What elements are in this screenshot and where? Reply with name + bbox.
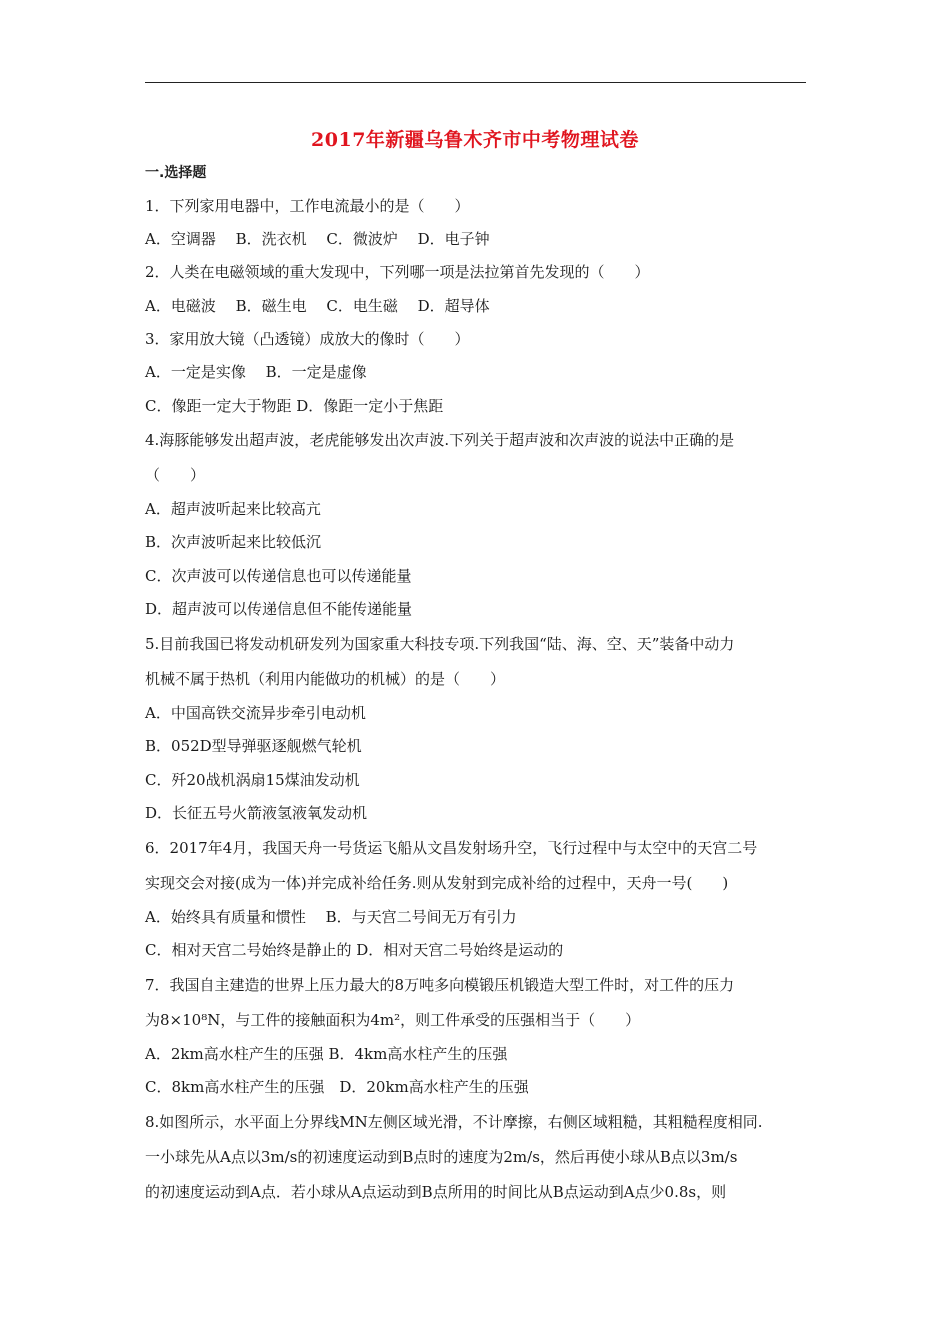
document-title: 2017年新疆乌鲁木齐市中考物理试卷	[311, 129, 639, 151]
question-6-options-ab: A．始终具有质量和惯性 B．与天宫二号间无万有引力	[145, 908, 517, 926]
question-7-cont: 为8×10⁸N，与工件的接触面积为4m²，则工件承受的压强相当于（ ）	[145, 1011, 641, 1029]
question-3: 3．家用放大镜（凸透镜）成放大的像时（ ）	[145, 330, 470, 348]
question-4-option-b: B．次声波听起来比较低沉	[145, 533, 322, 551]
question-2: 2．人类在电磁领域的重大发现中，下列哪一项是法拉第首先发现的（ ）	[145, 263, 650, 281]
header-rule	[145, 82, 806, 83]
question-2-options: A．电磁波 B．磁生电 C．电生磁 D．超导体	[145, 297, 490, 315]
question-1-options: A．空调器 B．洗衣机 C．微波炉 D．电子钟	[145, 230, 490, 248]
question-4-option-c: C．次声波可以传递信息也可以传递能量	[145, 567, 412, 585]
question-8-cont-2: 的初速度运动到A点．若小球从A点运动到B点所用的时间比从B点运动到A点少0.8s，则	[145, 1183, 727, 1201]
question-5-option-c: C．歼20战机涡扇15煤油发动机	[145, 771, 360, 789]
question-3-options-ab: A．一定是实像 B．一定是虚像	[145, 363, 367, 381]
question-4-paren: （ ）	[145, 466, 206, 484]
question-5-cont: 机械不属于热机（利用内能做功的机械）的是（ ）	[145, 670, 506, 688]
question-6-cont: 实现交会对接(成为一体)并完成补给任务.则从发射到完成补给的过程中，天舟一号( )	[145, 874, 729, 892]
question-5-option-a: A．中国高铁交流异步牵引电动机	[145, 704, 366, 722]
question-3-options-cd: C．像距一定大于物距 D．像距一定小于焦距	[145, 397, 444, 415]
question-8-cont-1: 一小球先从A点以3m/s的初速度运动到B点时的速度为2m/s，然后再使小球从B点以3m/s	[145, 1148, 738, 1166]
section-heading: 一.选择题	[145, 165, 207, 181]
question-6: 6．2017年4月，我国天舟一号货运飞船从文昌发射场升空，飞行过程中与太空中的天宫二号	[145, 839, 758, 857]
question-7-options-cd: C．8km高水柱产生的压强 D．20km高水柱产生的压强	[145, 1078, 529, 1096]
question-6-options-cd: C．相对天宫二号始终是静止的 D．相对天宫二号始终是运动的	[145, 941, 564, 959]
question-7: 7．我国自主建造的世界上压力最大的8万吨多向模锻压机锻造大型工件时，对工件的压力	[145, 976, 735, 994]
question-5-option-b: B．052D型导弹驱逐舰燃气轮机	[145, 737, 362, 755]
question-1: 1．下列家用电器中，工作电流最小的是（ ）	[145, 197, 470, 215]
question-4: 4.海豚能够发出超声波，老虎能够发出次声波.下列关于超声波和次声波的说法中正确的是	[145, 431, 735, 449]
question-5-option-d: D．长征五号火箭液氢液氧发动机	[145, 804, 368, 822]
question-5: 5.目前我国已将发动机研发列为国家重大科技专项.下列我国“陆、海、空、天”装备中动力	[145, 635, 735, 653]
question-8: 8.如图所示，水平面上分界线MN左侧区域光滑，不计摩擦，右侧区域粗糙，其粗糙程度相同.	[145, 1113, 763, 1131]
question-7-options-ab: A．2km高水柱产生的压强 B．4km高水柱产生的压强	[145, 1045, 508, 1063]
question-4-option-a: A．超声波听起来比较高亢	[145, 500, 321, 518]
question-4-option-d: D．超声波可以传递信息但不能传递能量	[145, 600, 413, 618]
